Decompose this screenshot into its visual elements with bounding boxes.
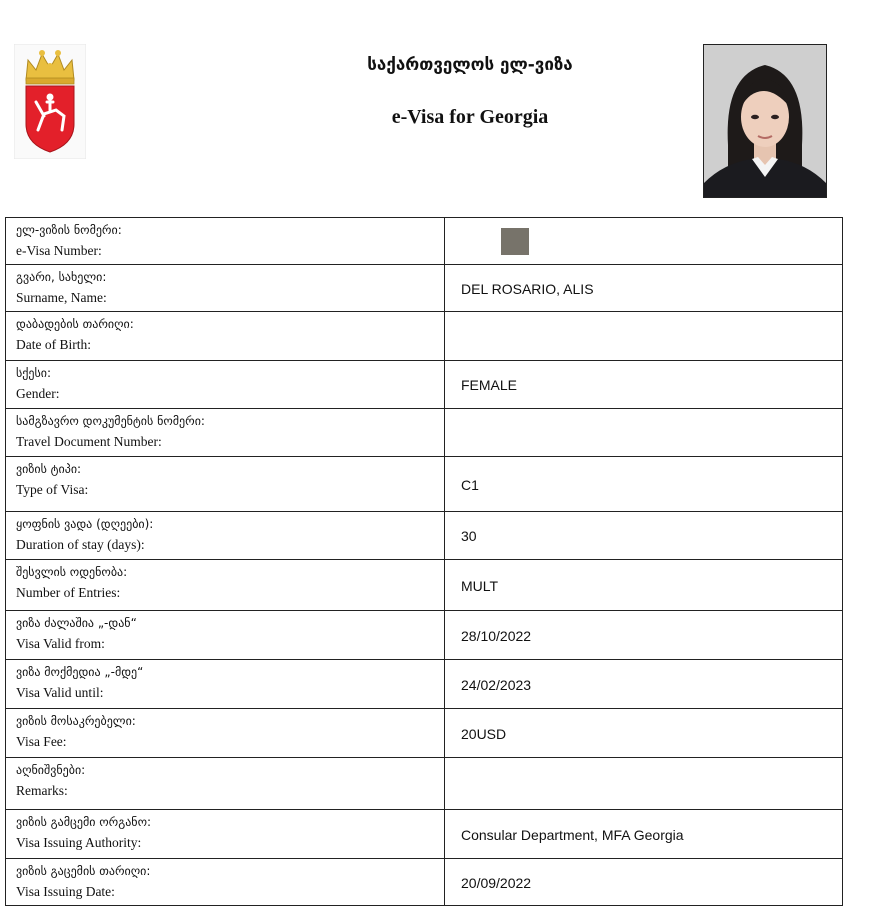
- type-of-visa-value: C1: [461, 476, 479, 493]
- row-value: [445, 361, 843, 409]
- label-georgian: ვიზის გამცემი ორგანო:: [16, 815, 152, 829]
- label-georgian: შესვლის ოდენობა:: [16, 565, 128, 579]
- label-georgian: ვიზის გაცემის თარიღი:: [16, 864, 151, 878]
- label-english: Visa Valid until:: [16, 685, 104, 700]
- row-label: [6, 709, 445, 758]
- row-label: [6, 218, 445, 265]
- table-row-surname-name: [6, 265, 843, 312]
- label-english: Duration of stay (days):: [16, 537, 145, 552]
- issuing-date-value: 20/09/2022: [461, 874, 532, 891]
- row-label: [6, 560, 445, 611]
- gender-value: FEMALE: [461, 377, 518, 393]
- row-value: [445, 512, 843, 560]
- row-value: [445, 312, 843, 361]
- applicant-photo: [703, 44, 827, 198]
- table-row-gender: [6, 361, 843, 409]
- row-label: [6, 312, 445, 361]
- document-title-georgian: საქართველოს ელ-ვიზა: [367, 55, 573, 75]
- table-row-evisa-number: [6, 218, 843, 265]
- row-value: [445, 709, 843, 758]
- coat-of-arms-emblem: [14, 44, 86, 159]
- label-georgian: ვიზა მოქმედია „-მდე“: [16, 665, 144, 679]
- row-label: [6, 810, 445, 859]
- label-georgian: დაბადების თარიღი:: [16, 317, 134, 331]
- row-label: [6, 611, 445, 660]
- issuing-authority-value: Consular Department, MFA Georgia: [461, 826, 684, 843]
- row-value: [445, 611, 843, 660]
- valid-until-value: 24/02/2023: [461, 676, 532, 693]
- row-label: [6, 457, 445, 512]
- row-value: [445, 265, 843, 312]
- label-english: Number of Entries:: [16, 585, 121, 600]
- label-georgian: ვიზის ტიპი:: [16, 462, 82, 476]
- redaction-block: [501, 228, 529, 255]
- label-georgian: აღნიშვნები:: [16, 763, 86, 777]
- label-georgian: ყოფნის ვადა (დღეები):: [16, 517, 154, 531]
- table-row-issuing-date: [6, 859, 843, 906]
- row-value: [445, 218, 843, 265]
- table-row-number-of-entries: [6, 560, 843, 611]
- table-row-remarks: [6, 758, 843, 810]
- number-of-entries-value: MULT: [461, 577, 499, 594]
- valid-from-value: 28/10/2022: [461, 627, 532, 644]
- row-label: [6, 409, 445, 457]
- row-label: [6, 859, 445, 906]
- document-title-english: e-Visa for Georgia: [391, 106, 549, 128]
- surname-name-value: DEL ROSARIO, ALIS: [461, 280, 594, 297]
- label-georgian: ელ-ვიზის ნომერი:: [16, 223, 122, 237]
- label-english: Travel Document Number:: [16, 434, 162, 449]
- row-label: [6, 512, 445, 560]
- row-value: [445, 758, 843, 810]
- visa-fee-value: 20USD: [461, 725, 507, 742]
- label-georgian: ვიზის მოსაკრებელი:: [16, 714, 136, 728]
- duration-of-stay-value: 30: [461, 528, 477, 544]
- label-english: Type of Visa:: [16, 482, 89, 497]
- row-value: [445, 560, 843, 611]
- row-label: [6, 265, 445, 312]
- table-row-travel-document: [6, 409, 843, 457]
- row-label: [6, 660, 445, 709]
- row-value: [445, 660, 843, 709]
- label-english: Gender:: [16, 386, 60, 401]
- table-row-valid-from: [6, 611, 843, 660]
- label-english: Surname, Name:: [16, 290, 107, 305]
- label-english: e-Visa Number:: [16, 243, 102, 258]
- table-row-type-of-visa: [6, 457, 843, 512]
- table-row-date-of-birth: [6, 312, 843, 361]
- row-label: [6, 361, 445, 409]
- label-english: Visa Issuing Authority:: [16, 835, 142, 850]
- row-value: [445, 810, 843, 859]
- label-english: Visa Valid from:: [16, 636, 105, 651]
- label-georgian: გვარი, სახელი:: [16, 270, 107, 284]
- table-row-visa-fee: [6, 709, 843, 758]
- label-georgian: სამგზავრო დოკუმენტის ნომერი:: [16, 414, 205, 428]
- visa-details-table: [5, 217, 843, 906]
- label-georgian: ვიზა ძალაშია „-დან“: [16, 616, 137, 630]
- row-value: [445, 859, 843, 906]
- label-english: Visa Fee:: [16, 734, 67, 749]
- table-row-issuing-authority: [6, 810, 843, 859]
- label-english: Remarks:: [16, 783, 68, 798]
- row-value: [445, 457, 843, 512]
- table-row-duration-of-stay: [6, 512, 843, 560]
- label-georgian: სქესი:: [16, 366, 52, 380]
- label-english: Visa Issuing Date:: [16, 884, 115, 899]
- table-row-valid-until: [6, 660, 843, 709]
- row-value: [445, 409, 843, 457]
- label-english: Date of Birth:: [16, 337, 91, 352]
- row-label: [6, 758, 445, 810]
